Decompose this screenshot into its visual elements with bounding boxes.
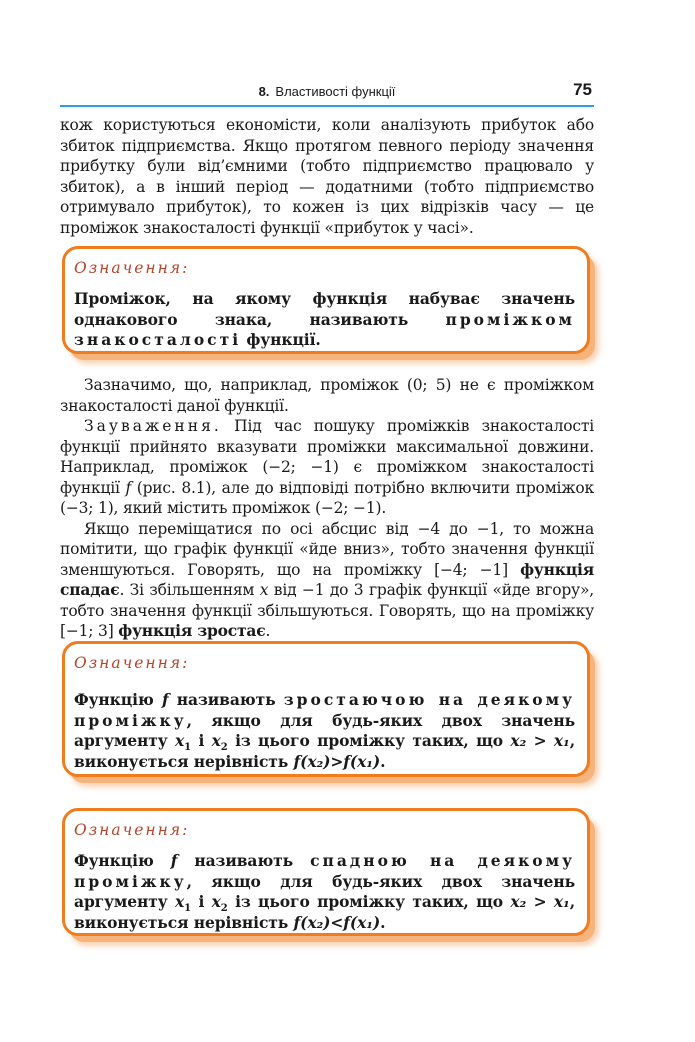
definition-text-part: Функцію [74, 851, 154, 870]
variable-symbol: x [211, 892, 221, 911]
definition-term: зростаючою на деякому проміжку [74, 690, 576, 730]
variable-symbol: x [175, 731, 185, 750]
definition-text-part: , виконується нерівність [74, 731, 576, 771]
definition-text-part: функції. [246, 330, 321, 349]
definition-text [74, 851, 575, 933]
inequality-formula: f(x₂)>f(x₁) [293, 751, 381, 771]
definition-text-part: Функцію [74, 690, 154, 709]
function-symbol: f [161, 690, 169, 709]
definition-text-part: , виконується нерівність [74, 892, 576, 932]
bold-term: функція спадає [60, 559, 594, 599]
definition-label: Означення: [74, 654, 190, 672]
subscript: 2 [220, 903, 228, 915]
paragraph-text: від −1 до 3 графік функції «йде вгору», тобто значення функції збільшуються. Говорять, що на проміжку [−1; 3] [60, 581, 594, 640]
definition-text-part: , якщо для будь-яких двох значень аргументу [74, 871, 575, 911]
function-symbol: f [125, 478, 132, 497]
subscript: 1 [184, 903, 192, 915]
page-number: 75 [573, 80, 592, 99]
paragraph-text: Зазначимо, що, наприклад, проміжок (0; 5) не є проміжком знакосталості даної функції. [60, 376, 594, 415]
page-header [60, 80, 594, 104]
paragraph-text: Під час пошуку проміжків знакосталості функції прийнято вказувати проміжки максимальної довжини. Наприклад, проміжок (−2; −1) є проміжком знакосталості функції [60, 417, 594, 497]
paragraph-text: . Зі збільшенням [119, 581, 255, 599]
intro-paragraph: кож користуються економісти, коли аналізують прибуток або збиток підприємства. Якщо протягом певного періоду значення прибутку були від’ємними (тобто підприємство працювало у збиток), а в інший період — додатними (тобто підприємство отримувало прибуток), то кожен із цих відрізків часу — це проміжок знакосталості функції «прибуток у часі». [60, 116, 594, 237]
condition-formula: x₂ > x₁ [510, 731, 570, 750]
definition-box-decreasing [62, 808, 590, 936]
subscript: 1 [184, 742, 192, 754]
paragraph-remark [60, 416, 594, 519]
definition-box-sign-interval [62, 246, 590, 354]
paragraph-text: . [265, 622, 271, 640]
paragraph-example [60, 375, 594, 416]
chapter-heading [60, 84, 594, 99]
condition-formula: x₂ > x₁ [510, 892, 570, 911]
definition-text-part: і [198, 731, 205, 750]
variable-symbol: x [259, 581, 269, 599]
chapter-number: 8. [258, 84, 270, 99]
paragraph-text: Якщо переміщатися по осі абсцис від −4 до −1, то можна помітити, що графік функції «йде вниз», тобто значення функції зменшуються. Говорять, що на проміжку [−4; −1] [60, 519, 594, 579]
definition-text-part: . [380, 912, 386, 932]
definition-text-part: і [198, 892, 205, 911]
definition-term: проміжком знакосталості [74, 309, 576, 349]
subscript: 2 [220, 742, 228, 754]
definition-text-part: Проміжок, на якому функція набуває значень однакового знака, називають [74, 289, 575, 329]
variable-symbol: x [211, 731, 221, 750]
function-symbol: f [170, 851, 178, 870]
bold-term: функція зростає [118, 621, 266, 640]
paragraph-monotonic [60, 519, 594, 642]
definition-text-part: із цього проміжку таких, що [235, 892, 503, 911]
definition-text-part: . [380, 751, 386, 771]
variable-symbol: x [175, 892, 185, 911]
paragraph-text: (рис. 8.1), але до відповіді потрібно включити проміжок (−3; 1), який містить проміжок (−2; −1). [60, 478, 594, 517]
inequality-formula: f(x₂)<f(x₁) [293, 912, 381, 932]
definition-text-part: , якщо для будь-яких двох значень аргументу [74, 710, 575, 750]
definition-box-increasing [62, 641, 590, 777]
body-text [60, 375, 594, 642]
definition-text-part: із цього проміжку таких, що [235, 731, 503, 750]
definition-term: спадною на деякому проміжку [74, 851, 576, 891]
remark-lead: Зауваження. [84, 417, 222, 435]
definition-text [74, 690, 575, 772]
definition-text [74, 289, 575, 351]
definition-label: Означення: [74, 821, 190, 839]
definition-text-part: називають [194, 851, 294, 870]
header-rule [60, 105, 594, 107]
chapter-title: Властивості функції [275, 84, 396, 99]
definition-text-part: називають [176, 690, 276, 709]
definition-label: Означення: [74, 259, 190, 277]
